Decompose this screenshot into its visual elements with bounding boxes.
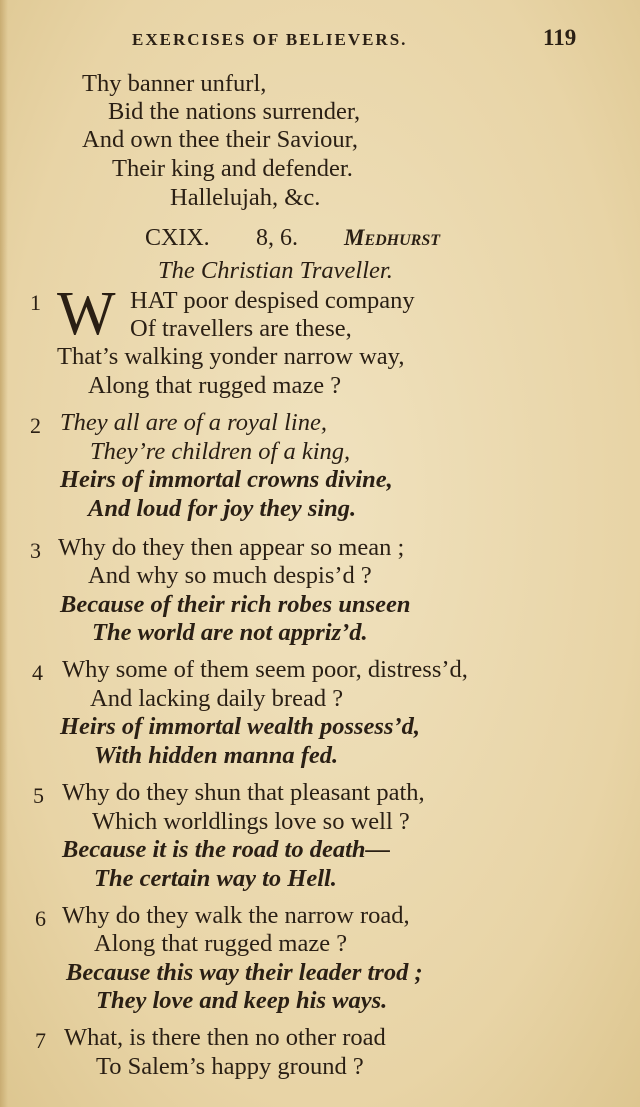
- verse-line: To Salem’s happy ground ?: [96, 1053, 364, 1080]
- verse-line: The certain way to Hell.: [94, 865, 337, 892]
- hymn-title: The Christian Traveller.: [158, 257, 393, 284]
- page-edge-shadow: [0, 0, 8, 1107]
- drop-cap: W: [57, 280, 116, 348]
- verse-number: 7: [35, 1028, 46, 1053]
- verse-line: And why so much despis’d ?: [88, 562, 372, 589]
- verse-line: Heirs of immortal crowns divine,: [60, 466, 393, 493]
- continuation-line: And own thee their Saviour,: [82, 126, 358, 153]
- verse-line: Which worldlings love so well ?: [92, 808, 410, 835]
- verse-line: They love and keep his ways.: [96, 987, 388, 1014]
- continuation-line: Hallelujah, &c.: [170, 184, 321, 211]
- verse-number: 5: [33, 783, 44, 808]
- verse-line: And loud for joy they sing.: [88, 495, 357, 522]
- verse-line: Heirs of immortal wealth possess’d,: [60, 713, 421, 740]
- verse-line: Along that rugged maze ?: [88, 372, 342, 399]
- verse-number: 3: [30, 538, 41, 563]
- verse-number: 2: [30, 413, 41, 438]
- verse-line: What, is there then no other road: [64, 1024, 386, 1051]
- verse-line: They all are of a royal line,: [60, 409, 327, 436]
- hymn-meter: 8, 6.: [256, 225, 298, 251]
- continuation-line: Thy banner unfurl,: [82, 70, 267, 97]
- verse-line: Because this way their leader trod ;: [66, 959, 423, 986]
- continuation-line: Their king and defender.: [112, 155, 353, 182]
- verse-line: Why some of them seem poor, distress’d,: [62, 656, 468, 683]
- verse-line: Because it is the road to death—: [62, 836, 391, 863]
- verse-line: They’re children of a king,: [90, 438, 351, 465]
- verse-line: HAT poor despised company: [130, 287, 415, 314]
- verse-line: With hidden manna fed.: [94, 742, 339, 769]
- page-number: 119: [543, 25, 577, 50]
- hymn-number: CXIX.: [145, 225, 210, 251]
- continuation-line: Bid the nations surrender,: [108, 98, 361, 125]
- hymn-tune: Medhurst: [344, 225, 441, 250]
- verse-number: 1: [30, 290, 41, 315]
- running-header: EXERCISES OF BELIEVERS.: [132, 30, 408, 49]
- verse-line: The world are not appriz’d.: [92, 619, 368, 646]
- verse-line: That’s walking yonder narrow way,: [57, 343, 405, 370]
- verse-line: Why do they shun that pleasant path,: [62, 779, 425, 806]
- verse-line: Because of their rich robes unseen: [60, 591, 411, 618]
- verse-line: Why do they walk the narrow road,: [62, 902, 410, 929]
- verse-line: Of travellers are these,: [130, 315, 352, 342]
- verse-line: Along that rugged maze ?: [94, 930, 348, 957]
- verse-line: Why do they then appear so mean ;: [58, 534, 405, 561]
- verse-number: 6: [35, 906, 46, 931]
- verse-line: And lacking daily bread ?: [90, 685, 344, 712]
- verse-number: 4: [32, 660, 43, 685]
